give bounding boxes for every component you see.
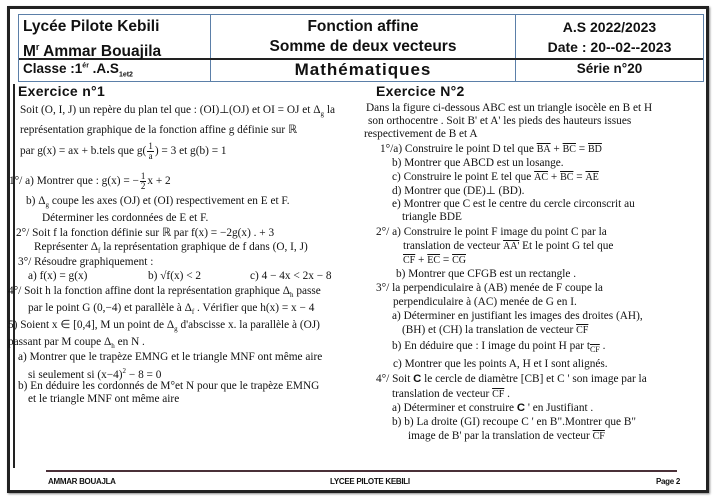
text-line xyxy=(392,185,525,198)
subscript: h xyxy=(111,342,115,350)
text-segment: + xyxy=(415,254,428,266)
text-segment: 1°/ a) Montrer que : g(x) = − xyxy=(9,175,139,188)
text-line xyxy=(18,380,319,393)
text-segment: ) = 3 et g(b) = 1 xyxy=(154,145,227,158)
text-line xyxy=(392,310,643,323)
text-segment: le cercle de diamètre [CB] et C ' son image par la xyxy=(421,373,647,385)
text-line xyxy=(403,240,613,253)
text-segment: = xyxy=(573,171,586,183)
class-label xyxy=(23,61,133,79)
text-segment: représentation graphique de la fonction affine g définie sur ℝ xyxy=(20,124,297,136)
text-segment: + xyxy=(550,143,563,155)
text-segment: b) En déduire les cordonnés de M°et N pour que le trapèze EMNG xyxy=(18,380,320,392)
subscript: g xyxy=(45,201,49,209)
text-segment: c) Construire le point E tel que xyxy=(392,171,535,183)
text-line xyxy=(16,227,274,240)
school-name: Lycée Pilote Kebili xyxy=(23,18,160,35)
subscript: f xyxy=(98,247,101,255)
text-line xyxy=(392,157,564,170)
header-date-cell xyxy=(516,17,703,57)
text-segment: − 8 = 0 xyxy=(126,369,162,381)
text-segment: b) b) La droite (GI) recoupe C ' en B".Montrer que B" xyxy=(392,416,637,428)
text-line xyxy=(402,211,462,224)
text-line xyxy=(20,104,335,121)
text-segment: translation de vecteur xyxy=(403,240,504,252)
text-segment: . xyxy=(504,388,510,400)
text-segment: b) En déduire que : I image du point H par t xyxy=(392,340,590,352)
header-school-cell xyxy=(23,17,208,62)
text-segment: 4°/ Soit h la fonction affine dont la représentation graphique Δ xyxy=(8,285,290,297)
text-segment: Et le point G tel que xyxy=(519,240,614,252)
denominator: a xyxy=(148,151,153,161)
text-line xyxy=(392,416,636,429)
text-segment: ' en Justifiant . xyxy=(525,402,594,414)
text-segment: triangle BDE xyxy=(402,211,462,223)
footer-divider xyxy=(46,470,677,472)
text-segment: e) Montrer que C est le centre du cercle circonscrit au xyxy=(392,198,635,210)
class-prefix: Classe :1 xyxy=(23,61,83,76)
footer-author: AMMAR BOUAJLA xyxy=(48,477,116,486)
text-line xyxy=(392,388,510,401)
header-table xyxy=(18,14,704,82)
subscript: g xyxy=(320,110,324,118)
text-segment: par le point G (0,−4) et parallèle à Δ xyxy=(28,302,192,314)
vector: $\overline{BA}$ xyxy=(536,144,551,155)
text-segment: a) Déterminer en justifiant les images des droites (AH), xyxy=(392,310,643,322)
text-line xyxy=(28,393,179,406)
footer-school: LYCEE PILOTE KEBILI xyxy=(330,477,410,486)
fraction xyxy=(140,172,147,191)
subscript: h xyxy=(290,291,294,299)
text-line xyxy=(9,172,171,191)
vector: $\overline{BC}$ xyxy=(562,144,576,155)
text-segment: perpendiculaire à (AC) menée de G en I. xyxy=(393,296,577,308)
numerator: 1 xyxy=(140,171,146,181)
text-segment: par g(x) = ax + b.tels que g( xyxy=(20,145,147,158)
text-segment: a) Déterminer et construire xyxy=(392,402,517,414)
text-line xyxy=(376,373,647,386)
text-segment: et le triangle MNF ont même aire xyxy=(28,393,180,405)
text-segment: . xyxy=(599,340,606,352)
vector: $\overline{CG}$ xyxy=(452,255,466,266)
bold-symbol: C xyxy=(413,373,422,385)
vector: $\overline{BD}$ xyxy=(588,144,602,155)
subscript: g xyxy=(174,325,178,333)
class-mid: .A.S xyxy=(88,61,119,76)
text-segment: passe xyxy=(293,285,321,297)
text-segment: b) Montrer que CFGB est un rectangle . xyxy=(396,268,577,280)
text-segment: translation de vecteur xyxy=(392,388,493,400)
text-segment: c) Montrer que les points A, H et I sont alignés. xyxy=(393,358,608,370)
text-segment: 2°/ a) Construire le point F image du point C par la xyxy=(376,226,607,238)
teacher-prefix: M xyxy=(23,43,36,61)
text-segment: b) √f(x) < 2 xyxy=(148,270,202,282)
text-segment: la xyxy=(324,104,335,116)
text-segment: 3°/ Résoudre graphiquement : xyxy=(18,256,154,268)
text-segment: d'abscisse x. la parallèle à (OJ) xyxy=(177,319,320,331)
date: Date : 20--02--2023 xyxy=(547,39,672,55)
text-line xyxy=(393,358,608,371)
teacher-sup: r xyxy=(35,42,40,52)
text-segment: + xyxy=(548,171,561,183)
school-year: A.S 2022/2023 xyxy=(562,19,657,35)
numerator: 1 xyxy=(148,141,153,151)
text-line xyxy=(392,198,635,211)
vector-subscript: CF xyxy=(589,345,600,354)
left-margin-line xyxy=(13,84,15,468)
vector: $\overline{AE}$ xyxy=(585,172,599,183)
class-sub: 1et2 xyxy=(118,71,133,79)
text-line xyxy=(408,430,605,443)
text-line xyxy=(392,171,599,184)
text-line xyxy=(18,256,153,269)
vector: $\overline{BC}$ xyxy=(560,172,574,183)
text-segment: d) Montrer que (DE)⊥ (BD). xyxy=(392,185,525,197)
text-segment: si seulement si (x−4) xyxy=(28,369,123,381)
text-segment: en N . xyxy=(114,336,145,348)
text-line xyxy=(366,102,652,115)
text-segment: a) f(x) = g(x) xyxy=(28,270,88,282)
text-segment: x + 2 xyxy=(147,175,171,188)
text-line xyxy=(392,402,593,415)
text-line xyxy=(403,254,466,267)
text-line xyxy=(380,143,602,156)
text-segment: la représentation graphique de f dans (O, I, J) xyxy=(100,241,308,253)
text-line xyxy=(392,340,605,356)
vector: $\overline{CF}$ xyxy=(576,325,589,336)
vector: AA' xyxy=(503,241,520,252)
footer-page: Page 2 xyxy=(656,477,680,486)
header-topic-cell xyxy=(211,17,515,57)
text-segment: Représenter Δ xyxy=(34,241,99,253)
text-line xyxy=(8,319,320,336)
text-segment: c) 4 − 4x < 2x − 8 xyxy=(250,270,332,282)
text-segment: 2°/ Soit f la fonction définie sur ℝ par f(x) = −2g(x) . + 3 xyxy=(16,227,275,239)
text-line xyxy=(402,324,588,337)
text-line xyxy=(28,302,314,319)
text-segment: 5) Soient x ∈ [0,4], M un point de Δ xyxy=(8,319,175,331)
text-line xyxy=(393,296,577,309)
series-number: Série n°20 xyxy=(576,61,643,76)
text-segment: coupe les axes (OJ) et (OI) respectivement en E et F. xyxy=(49,195,290,207)
text-line xyxy=(20,142,227,161)
text-segment: respectivement de B et A xyxy=(364,128,478,140)
text-line xyxy=(396,268,576,281)
exercise-2-title: Exercice N°2 xyxy=(376,83,465,99)
vector: $\overline{CF}$ xyxy=(403,255,416,266)
text-segment: Soit (O, I, J) un repère du plan tel que : (OI)⊥(OJ) et OI = OJ et Δ xyxy=(20,104,321,116)
subject: Mathématiques xyxy=(294,60,432,79)
text-segment: b) Δ xyxy=(26,195,46,207)
text-segment: (BH) et (CH) la translation de vecteur xyxy=(402,324,577,336)
text-segment: son orthocentre . Soit B' et A' les pieds des hauteurs issues xyxy=(368,115,632,127)
class-sup: ér xyxy=(82,62,89,70)
text-segment: 3°/ la perpendiculaire à (AB) menée de F coupe la xyxy=(376,282,603,294)
text-segment: 1°/a) Construire le point D tel que xyxy=(380,143,537,155)
text-segment: 4°/ Soit xyxy=(376,373,414,385)
text-segment: Dans la figure ci-dessous ABC est un triangle isocèle en B et H xyxy=(366,102,653,114)
vector: $\overline{EC}$ xyxy=(427,255,441,266)
text-line xyxy=(364,128,478,141)
text-segment: image de B' par la translation de vecteur xyxy=(408,430,593,442)
text-segment: a) Montrer que le trapèze EMNG et le triangle MNF ont même aire xyxy=(18,351,323,363)
text-segment: . Vérifier que h(x) = x − 4 xyxy=(194,302,315,314)
teacher-name xyxy=(23,37,208,62)
text-segment: = xyxy=(575,143,588,155)
text-line xyxy=(368,115,631,128)
exercise-1-title: Exercice n°1 xyxy=(18,83,106,99)
text-segment: Déterminer les cordonnées de E et F. xyxy=(42,212,209,224)
text-line xyxy=(250,270,332,283)
text-line xyxy=(148,270,201,283)
text-line xyxy=(26,195,290,212)
text-segment: b) Montrer que ABCD est un losange. xyxy=(392,157,564,169)
text-line xyxy=(42,212,208,225)
vector: $\overline{AC}$ xyxy=(534,172,549,183)
text-segment: passant par M coupe Δ xyxy=(8,336,112,348)
vector: $\overline{CF}$ xyxy=(492,389,505,400)
text-line xyxy=(20,124,297,137)
superscript: 2 xyxy=(122,367,127,375)
text-line xyxy=(18,351,322,364)
topic-2: Somme de deux vecteurs xyxy=(269,38,457,55)
text-line xyxy=(376,282,603,295)
text-segment: = xyxy=(440,254,453,266)
denominator: 2 xyxy=(140,181,146,191)
teacher-name-text: Ammar Bouajila xyxy=(39,43,162,61)
fraction xyxy=(147,142,154,161)
text-line xyxy=(376,226,607,239)
subscript: f xyxy=(191,308,195,316)
text-line xyxy=(28,270,87,283)
text-line xyxy=(8,285,321,302)
topic-1: Fonction affine xyxy=(307,18,419,35)
vector: $\overline{CF}$ xyxy=(592,431,605,442)
bold-symbol: C xyxy=(516,402,526,414)
